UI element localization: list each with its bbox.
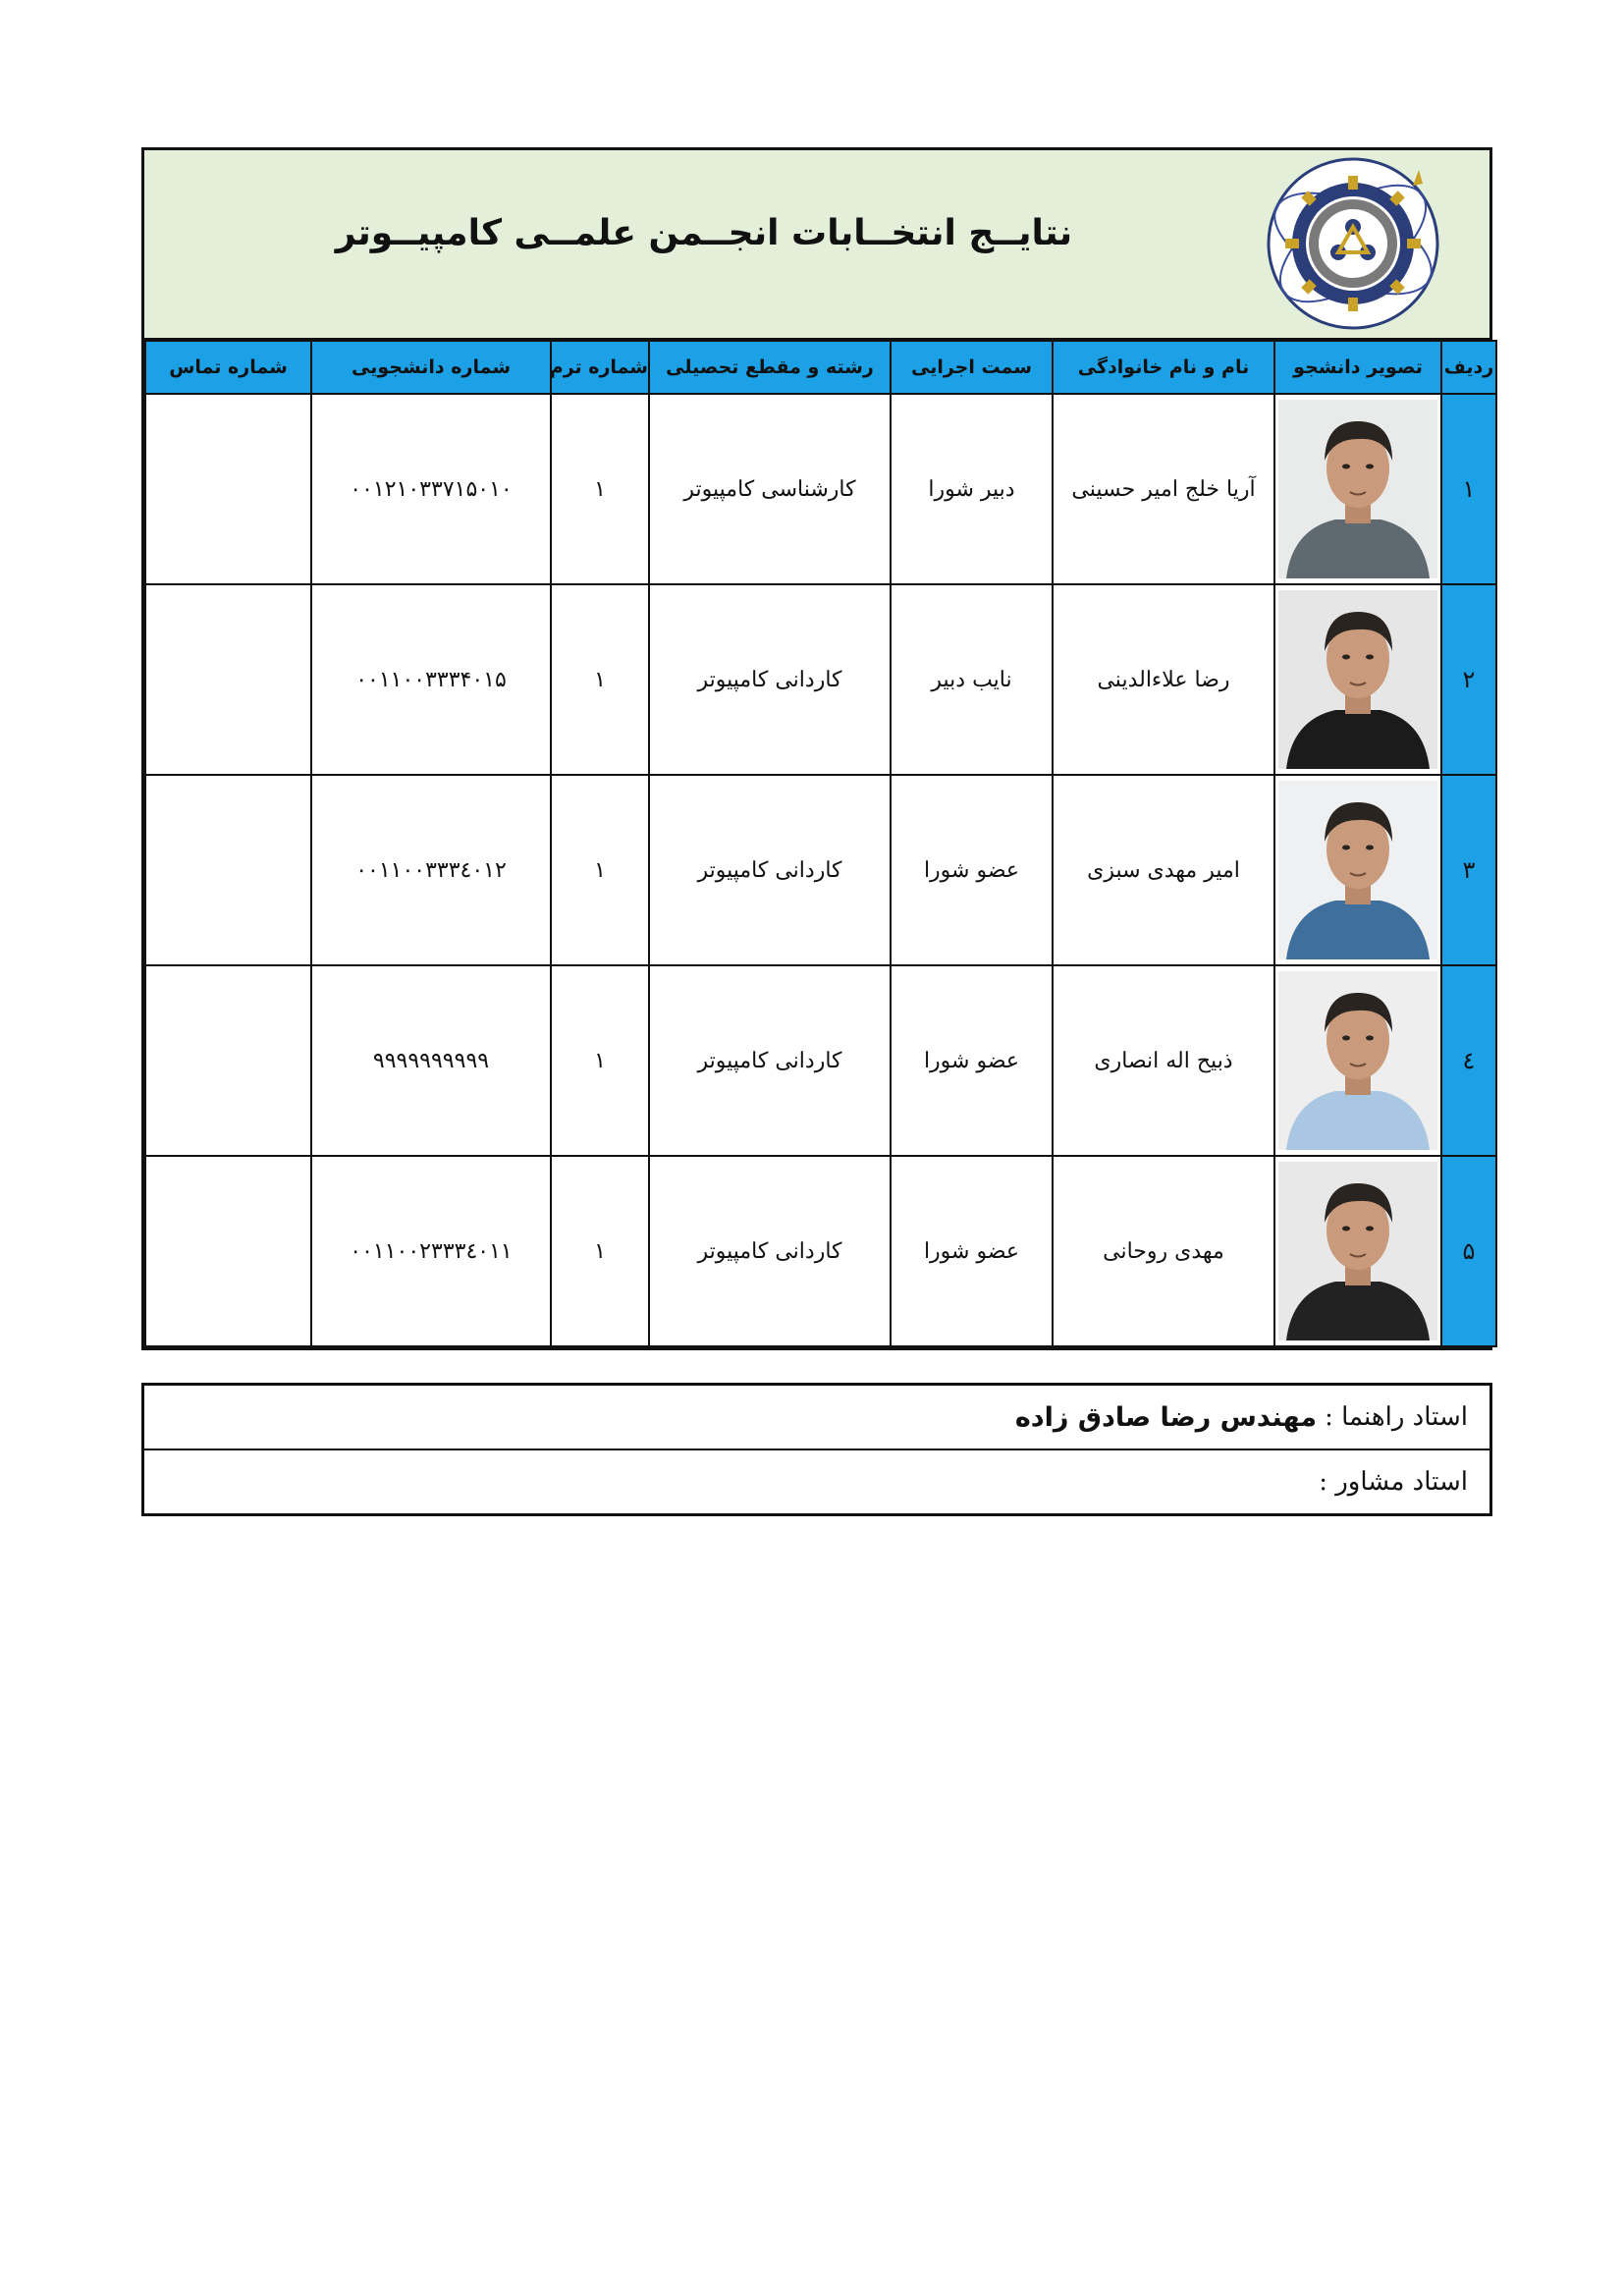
major-degree: کاردانی کامپیوتر [649, 965, 891, 1156]
supervisor-name: مهندس رضا صادق زاده [1014, 1401, 1318, 1433]
portrait-image [1278, 590, 1437, 769]
term-number: ۱ [551, 584, 649, 775]
student-photo [1274, 775, 1441, 965]
table-row [145, 394, 1496, 584]
student-name: مهدی روحانی [1053, 1156, 1274, 1346]
executive-role: نایب دبیر [891, 584, 1053, 775]
student-name: آریا خلج امیر حسینی [1053, 394, 1274, 584]
student-name: ذبیح اله انصاری [1053, 965, 1274, 1156]
major-degree: کاردانی کامپیوتر [649, 1156, 891, 1346]
student-id: ۹۹۹۹۹۹۹۹۹۹ [311, 965, 551, 1156]
advisors-box [141, 1383, 1492, 1516]
col-header-student-id: شماره دانشجویی [311, 341, 551, 394]
phone-number [145, 965, 311, 1156]
portrait-image [1278, 400, 1437, 578]
col-header-row: ردیف [1441, 341, 1496, 394]
row-number: ۳ [1441, 775, 1496, 965]
association-emblem-icon [1266, 156, 1440, 331]
portrait-image [1278, 1162, 1437, 1340]
executive-role: عضو شورا [891, 775, 1053, 965]
col-header-photo: تصویر دانشجو [1274, 341, 1441, 394]
table-row [145, 775, 1496, 965]
major-degree: کارشناسی کامپیوتر [649, 394, 891, 584]
col-header-major: رشته و مقطع تحصیلی [649, 341, 891, 394]
phone-number [145, 584, 311, 775]
supervisor-row [144, 1386, 1489, 1449]
term-number: ۱ [551, 965, 649, 1156]
supervisor-label: استاد راهنما : [1325, 1402, 1468, 1432]
row-number: ۱ [1441, 394, 1496, 584]
results-table [144, 340, 1497, 1347]
term-number: ۱ [551, 775, 649, 965]
major-degree: کاردانی کامپیوتر [649, 584, 891, 775]
phone-number [145, 1156, 311, 1346]
student-id: ۰۰۱۱۰۰۳۳۳٤۰۱۲ [311, 775, 551, 965]
row-number: ۵ [1441, 1156, 1496, 1346]
table-header-row [145, 341, 1496, 394]
col-header-name: نام و نام خانوادگی [1053, 341, 1274, 394]
results-sheet [141, 147, 1492, 1350]
table-row [145, 965, 1496, 1156]
major-degree: کاردانی کامپیوتر [649, 775, 891, 965]
student-photo [1274, 1156, 1441, 1346]
col-header-phone: شماره تماس [145, 341, 311, 394]
student-id: ۰۰۱۱۰۰۳۳۳۴۰۱۵ [311, 584, 551, 775]
student-id: ۰۰۱۲۱۰۳۳۷۱۵۰۱۰ [311, 394, 551, 584]
page-title: نتایــج انتخــابات انجــمن علمــی کامپیــوتر [335, 213, 1073, 253]
consultant-label: استاد مشاور : [1319, 1467, 1468, 1497]
table-row [145, 584, 1496, 775]
portrait-image [1278, 971, 1437, 1150]
phone-number [145, 394, 311, 584]
executive-role: دبیر شورا [891, 394, 1053, 584]
phone-number [145, 775, 311, 965]
table-row [145, 1156, 1496, 1346]
student-photo [1274, 584, 1441, 775]
col-header-role: سمت اجرایی [891, 341, 1053, 394]
student-id: ۰۰۱۱۰۰۲۳۳۳٤۰۱۱ [311, 1156, 551, 1346]
portrait-image [1278, 781, 1437, 959]
student-name: رضا علاءالدینی [1053, 584, 1274, 775]
row-number: ۲ [1441, 584, 1496, 775]
student-name: امیر مهدی سبزی [1053, 775, 1274, 965]
term-number: ۱ [551, 1156, 649, 1346]
term-number: ۱ [551, 394, 649, 584]
student-photo [1274, 965, 1441, 1156]
executive-role: عضو شورا [891, 965, 1053, 1156]
title-banner [144, 150, 1489, 340]
student-photo [1274, 394, 1441, 584]
consultant-row [144, 1449, 1489, 1513]
col-header-term: شماره ترم [551, 341, 649, 394]
executive-role: عضو شورا [891, 1156, 1053, 1346]
row-number: ٤ [1441, 965, 1496, 1156]
